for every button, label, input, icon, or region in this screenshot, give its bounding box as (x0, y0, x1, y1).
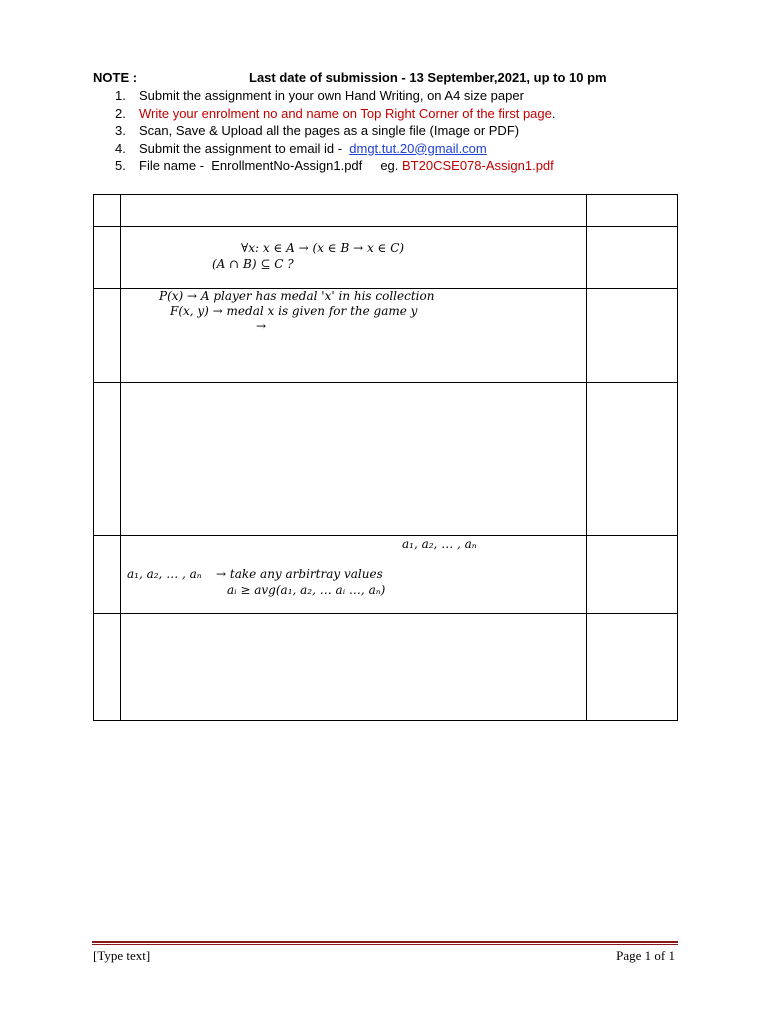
instruction-item: 4. Submit the assignment to email id - dmgt.tut.20@gmail.com (115, 140, 487, 156)
arrow-icon: → (256, 319, 267, 333)
email-link[interactable]: dmgt.tut.20@gmail.com (349, 140, 487, 156)
q4-sequence-left: a₁, a₂, … , aₙ (127, 567, 202, 581)
footer-left-text: [Type text] (93, 948, 151, 963)
row-divider (94, 535, 677, 536)
column-divider (120, 195, 121, 720)
note-label: NOTE : (93, 70, 138, 85)
note-header (93, 69, 693, 87)
question-table (93, 194, 678, 721)
q2-line2: F(x, y) → medal x is given for the game y (170, 304, 418, 318)
instruction-item: 5. File name - EnrollmentNo-Assign1.pdf eg. BT20CSE078-Assign1.pdf (115, 158, 554, 173)
column-divider (586, 195, 587, 720)
submission-deadline: Last date of submission - 13 September,2021, up to 10 pm (249, 70, 607, 85)
q1-line1: ∀x: x ∈ A → (x ∈ B → x ∈ C) (241, 241, 405, 255)
q4-inequality: aᵢ ≥ avg(a₁, a₂, … aᵢ …, aₙ) (227, 583, 386, 597)
instruction-list (93, 87, 555, 175)
instruction-item: 1. Submit the assignment in your own Hand Writing, on A4 size paper (115, 88, 524, 103)
footer-rule (92, 941, 678, 943)
q2-line1: P(x) → A player has medal 'x' in his collection (159, 289, 435, 303)
footer-rule (92, 944, 678, 945)
page-number: Page 1 of 1 (616, 948, 675, 963)
q1-line2: (A ∩ B) ⊆ C ? (212, 257, 294, 271)
row-divider (94, 226, 677, 227)
q4-take-values: → take any arbirtray values (216, 567, 383, 581)
red-instruction: Write your enrolment no and name on Top Right Corner of the first page (139, 105, 552, 121)
instruction-item: 2. Write your enrolment no and name on Top Right Corner of the first page. (115, 105, 556, 121)
q4-sequence-right: a₁, a₂, … , aₙ (402, 537, 477, 551)
example-filename: BT20CSE078-Assign1.pdf (402, 158, 554, 173)
row-divider (94, 613, 677, 614)
row-divider (94, 382, 677, 383)
instruction-item: 3. Scan, Save & Upload all the pages as a single file (Image or PDF) (115, 123, 520, 138)
